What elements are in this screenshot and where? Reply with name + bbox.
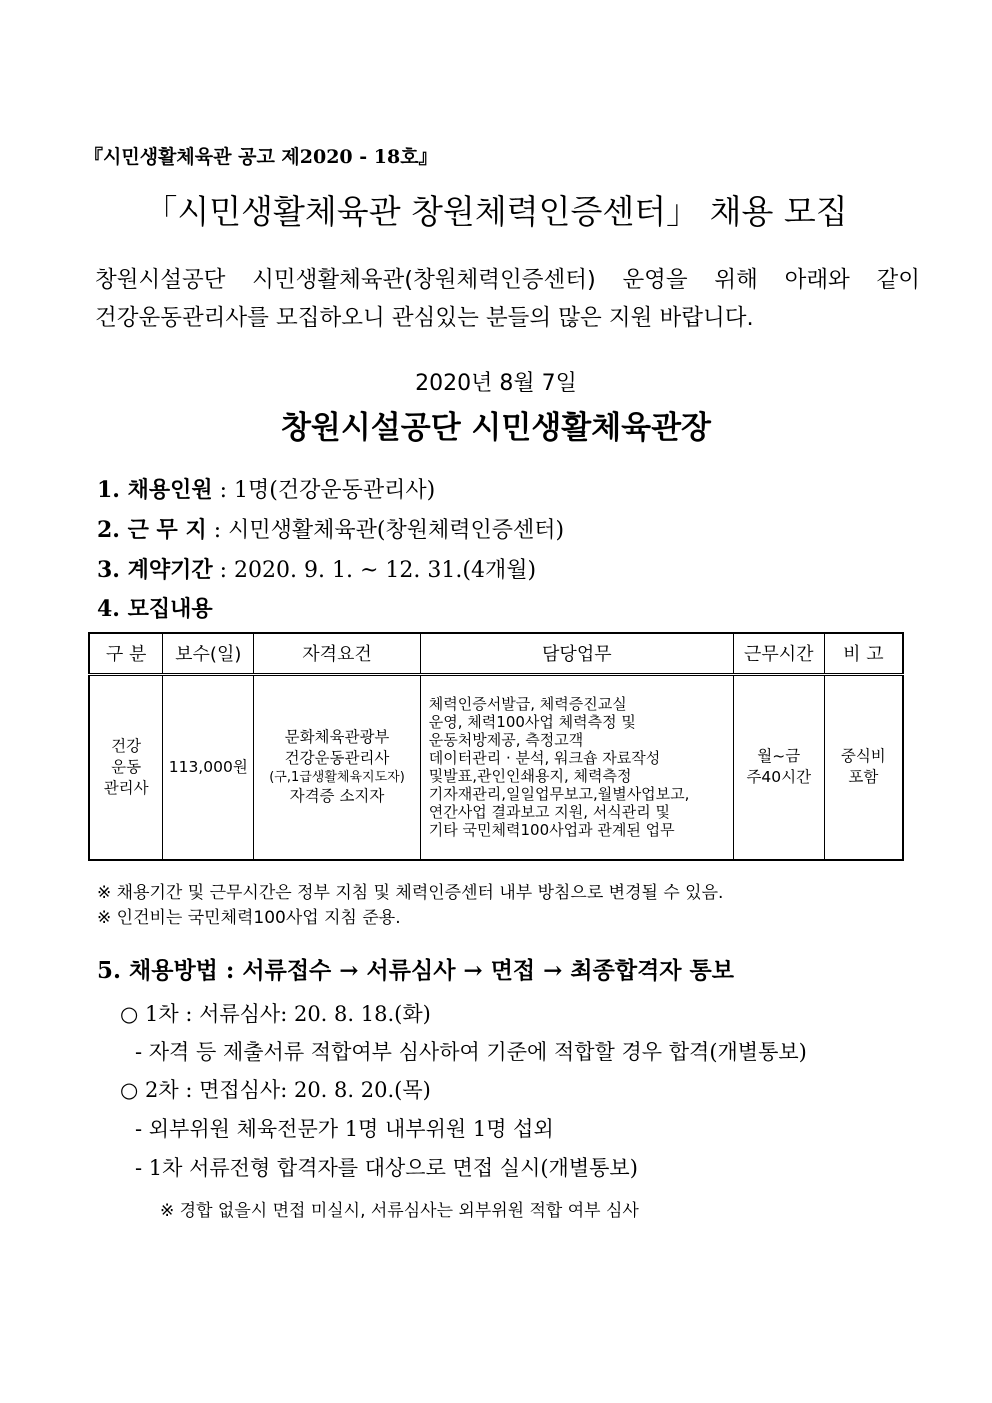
document-title: 「시민생활체육관 창원체력인증센터」 채용 모집	[144, 192, 848, 231]
cell-line: 건강	[111, 736, 142, 755]
document-date: 2020년 8월 7일	[415, 371, 577, 396]
intro-line-1: 창원시설공단 시민생활체육관(창원체력인증센터) 운영을 위해 아래와 같이	[95, 267, 920, 293]
organization-name: 창원시설공단 시민생활체육관장	[280, 410, 712, 446]
cell-line: 운동	[111, 757, 142, 776]
cell-line: 건강운동관리사	[284, 749, 390, 768]
cell-pay: 113,000원	[163, 674, 254, 860]
cell-line: 기타 국민체력100사업과 관계된 업무	[428, 821, 675, 840]
item-label: 1. 채용인원	[97, 477, 213, 503]
cell-remarks	[824, 674, 903, 860]
cell-line: 중식비	[840, 747, 886, 766]
item-workplace	[97, 513, 564, 544]
cell-qualification	[254, 674, 421, 860]
item-label: 4. 모집내용	[97, 596, 213, 622]
step-1-document-review: ○ 1차 : 서류심사: 20. 8. 18.(화)	[120, 1002, 431, 1026]
recruit-table	[88, 632, 904, 861]
item-value: : 시민생활체육관(창원체력인증센터)	[206, 518, 565, 543]
recruit-method-title: 5. 채용방법 : 서류접수 → 서류심사 → 면접 → 최종합격자 통보	[97, 957, 734, 984]
cell-line: 관리사	[103, 778, 149, 797]
cell-line: 운동처방제공, 측정고객	[428, 731, 584, 750]
cell-line: 체력인증서발급, 체력증진교실	[428, 695, 627, 714]
header-category: 구 분	[89, 633, 163, 674]
header-hours: 근무시간	[733, 633, 824, 674]
cell-line: 주40시간	[746, 768, 812, 787]
note-schedule-change: ※ 채용기간 및 근무시간은 정부 지침 및 체력인증센터 내부 방침으로 변경될 수 있음.	[97, 883, 724, 903]
header-pay: 보수(일)	[163, 633, 254, 674]
header-remarks: 비 고	[824, 633, 903, 674]
notice-number: 『시민생활체육관 공고 제2020 - 18호』	[84, 146, 438, 168]
cell-line: 연간사업 결과보고 지원, 서식관리 및	[428, 803, 670, 822]
cell-line: 문화체육관광부	[284, 728, 390, 747]
item-recruit-count	[97, 473, 435, 504]
cell-line: 포함	[848, 768, 879, 787]
step-2-detail-interview: - 1차 서류전형 합격자를 대상으로 면접 실시(개별통보)	[135, 1156, 638, 1180]
cell-hours	[733, 674, 824, 860]
table-header-row	[89, 633, 903, 674]
item-label: 3. 계약기간	[97, 557, 213, 583]
intro-line-2: 건강운동관리사를 모집하오니 관심있는 분들의 많은 지원 바랍니다.	[95, 305, 754, 331]
step-2-interview: ○ 2차 : 면접심사: 20. 8. 20.(목)	[120, 1078, 431, 1102]
cell-line: 및발표,관인인쇄용지, 체력측정	[428, 767, 632, 786]
cell-line: 자격증 소지자	[289, 787, 385, 806]
header-qualification: 자격요건	[254, 633, 421, 674]
step-1-detail: - 자격 등 제출서류 적합여부 심사하여 기준에 적합할 경우 합격(개별통보)	[135, 1040, 807, 1064]
item-recruit-details	[97, 592, 213, 623]
cell-line: 기자재관리,일일업무보고,월별사업보고,	[428, 785, 690, 804]
cell-line: 데이터관리 · 분석, 워크숍 자료작성	[428, 749, 661, 768]
item-label: 2. 근 무 지	[97, 517, 207, 543]
table-row	[89, 674, 903, 860]
item-value: : 2020. 9. 1. ~ 12. 31.(4개월)	[212, 558, 537, 583]
cell-line: (구,1급생활체육지도자)	[269, 769, 405, 785]
cell-line: 월~금	[757, 747, 801, 766]
cell-line: 운영, 체력100사업 체력측정 및	[428, 713, 636, 732]
item-contract-period	[97, 553, 536, 584]
cell-category	[89, 674, 163, 860]
step-2-detail-committee: - 외부위원 체육전문가 1명 내부위원 1명 섭외	[135, 1117, 554, 1141]
cell-duties	[420, 674, 733, 860]
header-duties: 담당업무	[420, 633, 733, 674]
note-labor-cost: ※ 인건비는 국민체력100사업 지침 준용.	[97, 908, 401, 928]
step-2-note: ※ 경합 없을시 면접 미실시, 서류심사는 외부위원 적합 여부 심사	[160, 1201, 639, 1221]
item-value: : 1명(건강운동관리사)	[212, 478, 436, 503]
